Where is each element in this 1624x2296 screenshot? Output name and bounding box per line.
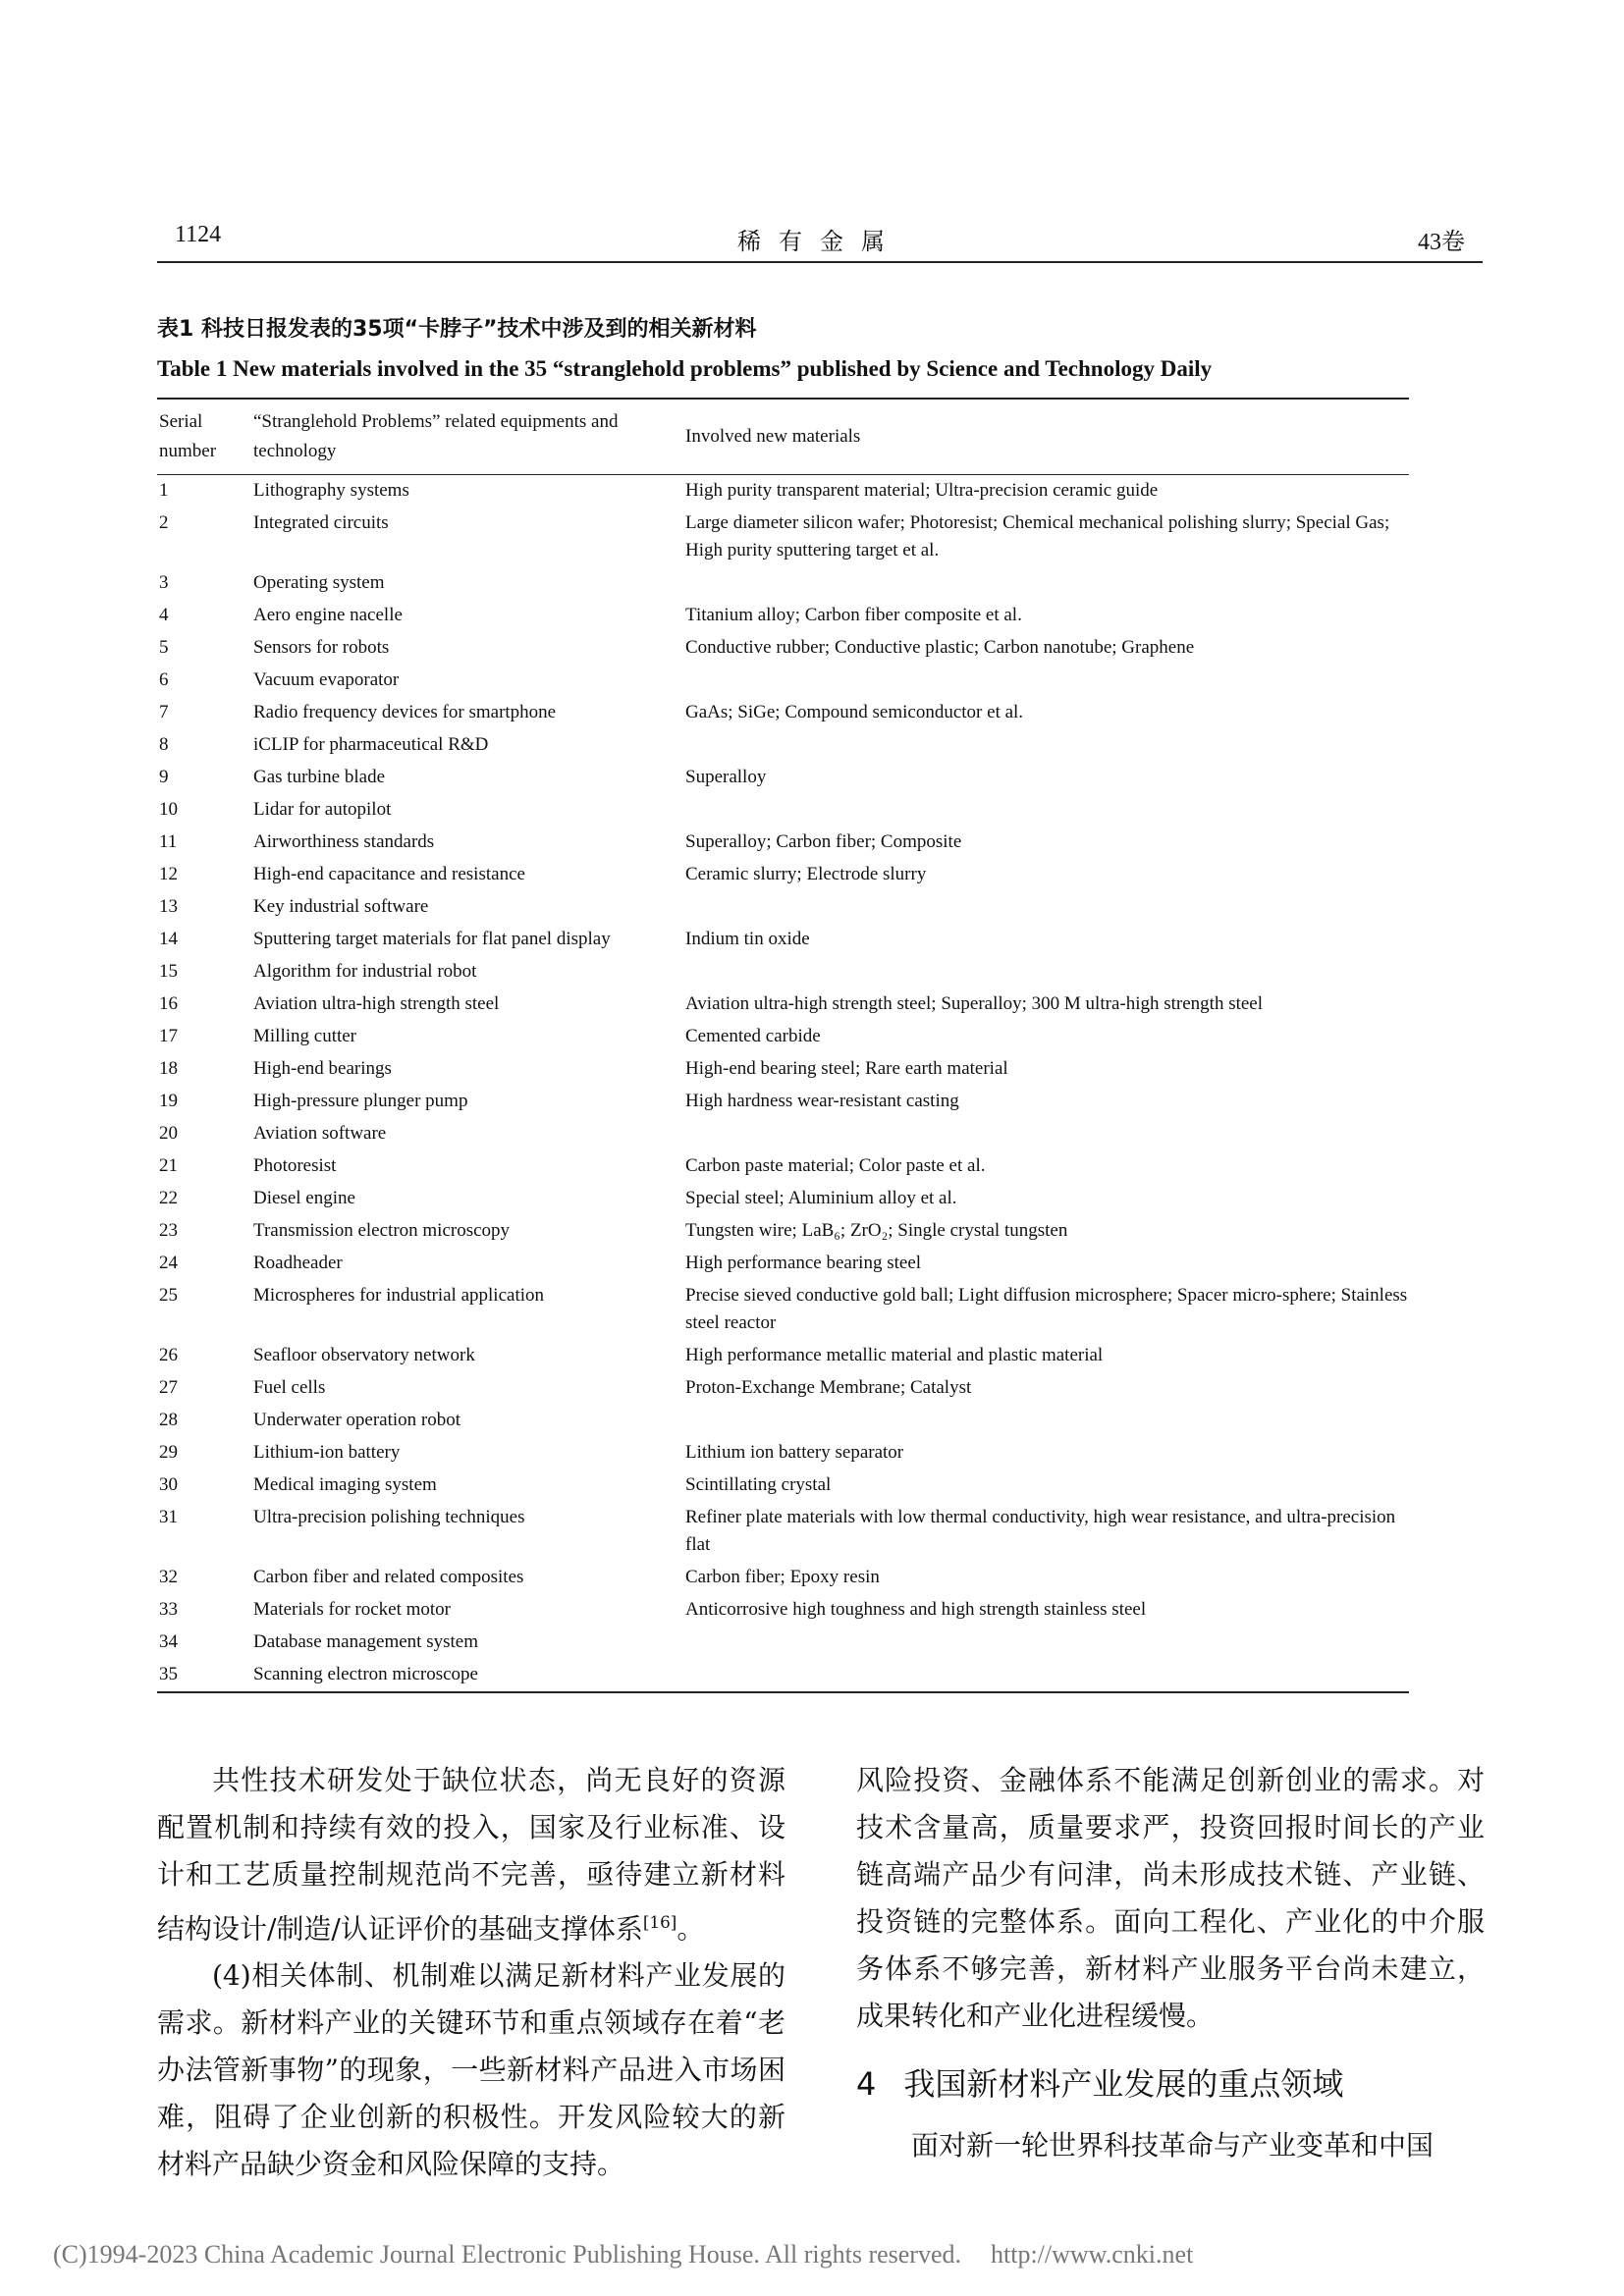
- cell-materials: [683, 891, 1409, 924]
- cell-serial: 11: [159, 831, 178, 852]
- table-row: [157, 1627, 1409, 1659]
- cell-serial: 18: [159, 1058, 178, 1079]
- cell-serial: 22: [159, 1188, 178, 1208]
- cell-serial: 7: [159, 702, 169, 722]
- table-row: [157, 794, 1409, 827]
- cell-materials: Large diameter silicon wafer; Photoresist; Chemical mechanical polishing slurry; Special Gas; High purity sputtering target et al.: [685, 512, 1390, 561]
- cell-serial: 33: [159, 1599, 178, 1620]
- table-row: [157, 762, 1409, 794]
- right-column: [856, 1757, 1485, 2040]
- cell-serial: 1: [159, 480, 169, 501]
- cell-materials: Indium tin oxide: [685, 929, 810, 949]
- table-row: [157, 1372, 1409, 1405]
- materials-table: [157, 398, 1409, 1693]
- table-caption-en: Table 1 New materials involved in the 35 “stranglehold problems” published by Science and Technology Daily: [157, 356, 1213, 381]
- cell-serial: 20: [159, 1123, 178, 1144]
- cell-materials: Ceramic slurry; Electrode slurry: [685, 864, 927, 884]
- cell-problem: Diesel engine: [253, 1188, 355, 1208]
- cell-materials: Proton-Exchange Membrane; Catalyst: [685, 1377, 972, 1398]
- header-problem: “Stranglehold Problems” related equipments and technology: [251, 399, 683, 475]
- cell-serial: 32: [159, 1567, 178, 1587]
- copyright-text: (C)1994-2023 China Academic Journal Electronic Publishing House. All rights reserved.: [53, 2240, 961, 2269]
- footer: [53, 2240, 1193, 2269]
- table-row: [157, 697, 1409, 729]
- cell-problem: Integrated circuits: [253, 512, 389, 533]
- table-row: [157, 1118, 1409, 1150]
- cell-problem: High-end capacitance and resistance: [253, 864, 525, 884]
- table-row: [157, 891, 1409, 924]
- cell-materials: [683, 729, 1409, 762]
- cell-materials: Precise sieved conductive gold ball; Light diffusion microsphere; Spacer micro-sphere; Stainless steel reactor: [685, 1285, 1408, 1333]
- table-row: [157, 1562, 1409, 1594]
- paragraph: 面对新一轮世界科技革命与产业变革和中国: [911, 2129, 1435, 2162]
- cell-serial: 17: [159, 1026, 178, 1046]
- paragraph-text: 共性技术研发处于缺位状态，尚无良好的资源配置机制和持续有效的投入，国家及行业标准、设计和工艺质量控制规范尚不完善，亟待建立新材料结构设计/制造/认证评价的基础支撑体系: [157, 1764, 785, 1946]
- cell-materials: High performance metallic material and plastic material: [685, 1345, 1104, 1365]
- cell-serial: 12: [159, 864, 178, 884]
- cell-problem: Sensors for robots: [253, 637, 390, 658]
- cell-problem: High-end bearings: [253, 1058, 392, 1079]
- cell-problem: Fuel cells: [253, 1377, 326, 1398]
- cell-problem: Aviation ultra-high strength steel: [253, 993, 500, 1014]
- table-row: [157, 632, 1409, 665]
- cell-serial: 5: [159, 637, 169, 658]
- cell-problem: Lithography systems: [253, 480, 409, 501]
- header-materials: Involved new materials: [683, 399, 1409, 475]
- section-number: 4: [856, 2065, 877, 2103]
- table-row: [157, 475, 1409, 508]
- table-row: [157, 988, 1409, 1021]
- cell-serial: 2: [159, 512, 169, 533]
- citation-ref: [16]: [642, 1912, 677, 1932]
- table-row: [157, 1021, 1409, 1053]
- cell-materials: Refiner plate materials with low thermal conductivity, high wear resistance, and ultra-precision flat: [685, 1507, 1396, 1555]
- cell-serial: 31: [159, 1507, 178, 1527]
- cell-serial: 26: [159, 1345, 178, 1365]
- table-row: [157, 1340, 1409, 1372]
- cell-problem: Algorithm for industrial robot: [253, 961, 477, 982]
- cell-materials: Superalloy; Carbon fiber; Composite: [685, 831, 962, 852]
- cell-problem: Airworthiness standards: [253, 831, 435, 852]
- cell-serial: 13: [159, 896, 178, 917]
- cell-materials: [683, 794, 1409, 827]
- cell-materials: [683, 956, 1409, 988]
- journal-name: 稀有金属: [737, 230, 902, 255]
- table-row: [157, 1150, 1409, 1183]
- cell-materials: Aviation ultra-high strength steel; Superalloy; 300 M ultra-high strength steel: [685, 993, 1264, 1014]
- cell-materials: [683, 1659, 1409, 1692]
- cell-serial: 8: [159, 734, 169, 755]
- cell-problem: Photoresist: [253, 1155, 337, 1176]
- cell-materials: Cemented carbide: [685, 1026, 821, 1046]
- cell-serial: 34: [159, 1631, 178, 1652]
- section-heading: [856, 2059, 1343, 2105]
- section-title: 我国新材料产业发展的重点领域: [903, 2065, 1344, 2103]
- page-number: 1124: [175, 222, 222, 247]
- table-row: [157, 1248, 1409, 1280]
- table-caption-cn: 表1 科技日报发表的35项“卡脖子”技术中涉及到的相关新材料: [157, 317, 757, 342]
- cell-materials: Special steel; Aluminium alloy et al.: [685, 1188, 957, 1208]
- volume-label: 43卷: [1418, 230, 1465, 255]
- cell-materials: Carbon paste material; Color paste et al.: [685, 1155, 986, 1176]
- cell-problem: Ultra-precision polishing techniques: [253, 1507, 525, 1527]
- cell-materials: Carbon fiber; Epoxy resin: [685, 1567, 880, 1587]
- table-row: [157, 956, 1409, 988]
- cell-problem: Medical imaging system: [253, 1474, 437, 1495]
- table-row: [157, 600, 1409, 632]
- paragraph: [157, 1757, 785, 1952]
- table-row: [157, 1594, 1409, 1627]
- table-row: [157, 729, 1409, 762]
- cell-serial: 25: [159, 1285, 178, 1306]
- cell-serial: 27: [159, 1377, 178, 1398]
- table-row: [157, 1183, 1409, 1215]
- table-row: [157, 1280, 1409, 1340]
- cell-problem: Operating system: [253, 572, 385, 593]
- cell-serial: 21: [159, 1155, 178, 1176]
- cell-materials: High hardness wear-resistant casting: [685, 1091, 959, 1111]
- paragraph-end: 。: [677, 1912, 705, 1946]
- cell-serial: 3: [159, 572, 169, 593]
- cell-problem: Gas turbine blade: [253, 767, 386, 787]
- table-row: [157, 1502, 1409, 1562]
- cell-serial: 16: [159, 993, 178, 1014]
- table-row: [157, 1437, 1409, 1469]
- table-row: [157, 924, 1409, 956]
- cell-problem: Scanning electron microscope: [253, 1664, 478, 1684]
- cell-serial: 4: [159, 605, 169, 625]
- cell-problem: High-pressure plunger pump: [253, 1091, 468, 1111]
- paragraph: (4)相关体制、机制难以满足新材料产业发展的需求。新材料产业的关键环节和重点领域存在着“老办法管新事物”的现象，一些新材料产品进入市场困难，阻碍了企业创新的积极性。开发风险较大的新材料产品缺少资金和风险保障的支持。: [157, 1959, 785, 2181]
- cell-materials: [683, 1627, 1409, 1659]
- cell-serial: 23: [159, 1220, 178, 1241]
- cell-materials: Scintillating crystal: [685, 1474, 832, 1495]
- cell-serial: 30: [159, 1474, 178, 1495]
- cell-problem: Carbon fiber and related composites: [253, 1567, 524, 1587]
- cell-problem: Radio frequency devices for smartphone: [253, 702, 557, 722]
- table-row: [157, 567, 1409, 600]
- cell-serial: 15: [159, 961, 178, 982]
- cell-problem: Key industrial software: [253, 896, 429, 917]
- cell-problem: Vacuum evaporator: [253, 669, 400, 690]
- cell-serial: 24: [159, 1253, 178, 1273]
- cell-problem: Sputtering target materials for flat panel display: [253, 929, 611, 949]
- table-row: [157, 665, 1409, 697]
- cell-materials: Superalloy: [685, 767, 767, 787]
- table-header-row: [157, 399, 1409, 475]
- cell-problem: Lidar for autopilot: [253, 799, 392, 820]
- cell-materials: [683, 567, 1409, 600]
- cell-problem: Lithium-ion battery: [253, 1442, 401, 1463]
- table-row: [157, 507, 1409, 567]
- cell-materials: GaAs; SiGe; Compound semiconductor et al.: [685, 702, 1024, 722]
- cell-problem: Aero engine nacelle: [253, 605, 403, 625]
- cell-serial: 9: [159, 767, 169, 787]
- cell-serial: 35: [159, 1664, 178, 1684]
- running-header: [157, 218, 1483, 263]
- cell-materials: Lithium ion battery separator: [685, 1442, 904, 1463]
- cell-problem: Roadheader: [253, 1253, 343, 1273]
- cell-problem: Seafloor observatory network: [253, 1345, 475, 1365]
- cell-problem: Milling cutter: [253, 1026, 357, 1046]
- cell-serial: 6: [159, 669, 169, 690]
- cell-problem: Microspheres for industrial application: [253, 1285, 545, 1306]
- header-serial: Serial number: [157, 399, 251, 475]
- table-row: [157, 1469, 1409, 1502]
- table-row: [157, 1405, 1409, 1437]
- cell-problem: Underwater operation robot: [253, 1410, 461, 1430]
- table-row: [157, 1086, 1409, 1118]
- cell-materials: Anticorrosive high toughness and high strength stainless steel: [685, 1599, 1147, 1620]
- cell-materials: Titanium alloy; Carbon fiber composite et al.: [685, 605, 1022, 625]
- cell-materials: [683, 1118, 1409, 1150]
- table-row: [157, 1215, 1409, 1248]
- left-column: [157, 1757, 785, 2188]
- cell-materials: Conductive rubber; Conductive plastic; Carbon nanotube; Graphene: [685, 637, 1195, 658]
- cell-problem: Materials for rocket motor: [253, 1599, 452, 1620]
- table-row: [157, 859, 1409, 891]
- cell-materials: High purity transparent material; Ultra-precision ceramic guide: [685, 480, 1159, 501]
- cell-materials: Tungsten wire; LaB₆; ZrO₂; Single crystal tungsten: [685, 1220, 1068, 1241]
- cell-materials: High performance bearing steel: [685, 1253, 922, 1273]
- cell-problem: Database management system: [253, 1631, 478, 1652]
- cell-serial: 29: [159, 1442, 178, 1463]
- cell-materials: [683, 1405, 1409, 1437]
- cell-serial: 19: [159, 1091, 178, 1111]
- cell-problem: iCLIP for pharmaceutical R&D: [253, 734, 489, 755]
- cell-materials: High-end bearing steel; Rare earth material: [685, 1058, 1008, 1079]
- cell-serial: 10: [159, 799, 178, 820]
- cell-serial: 28: [159, 1410, 178, 1430]
- paragraph: 风险投资、金融体系不能满足创新创业的需求。对技术含量高，质量要求严，投资回报时间长的产业链高端产品少有问津，尚未形成技术链、产业链、投资链的完整体系。面向工程化、产业化的中介服务体系不够完善，新材料产业服务平台尚未建立，成果转化和产业化进程缓慢。: [856, 1764, 1485, 2032]
- cell-serial: 14: [159, 929, 178, 949]
- cell-materials: [683, 665, 1409, 697]
- cell-problem: Transmission electron microscopy: [253, 1220, 511, 1241]
- table-row: [157, 827, 1409, 859]
- table-row: [157, 1659, 1409, 1692]
- table-row: [157, 1053, 1409, 1086]
- cell-problem: Aviation software: [253, 1123, 387, 1144]
- footer-url[interactable]: http://www.cnki.net: [991, 2240, 1194, 2269]
